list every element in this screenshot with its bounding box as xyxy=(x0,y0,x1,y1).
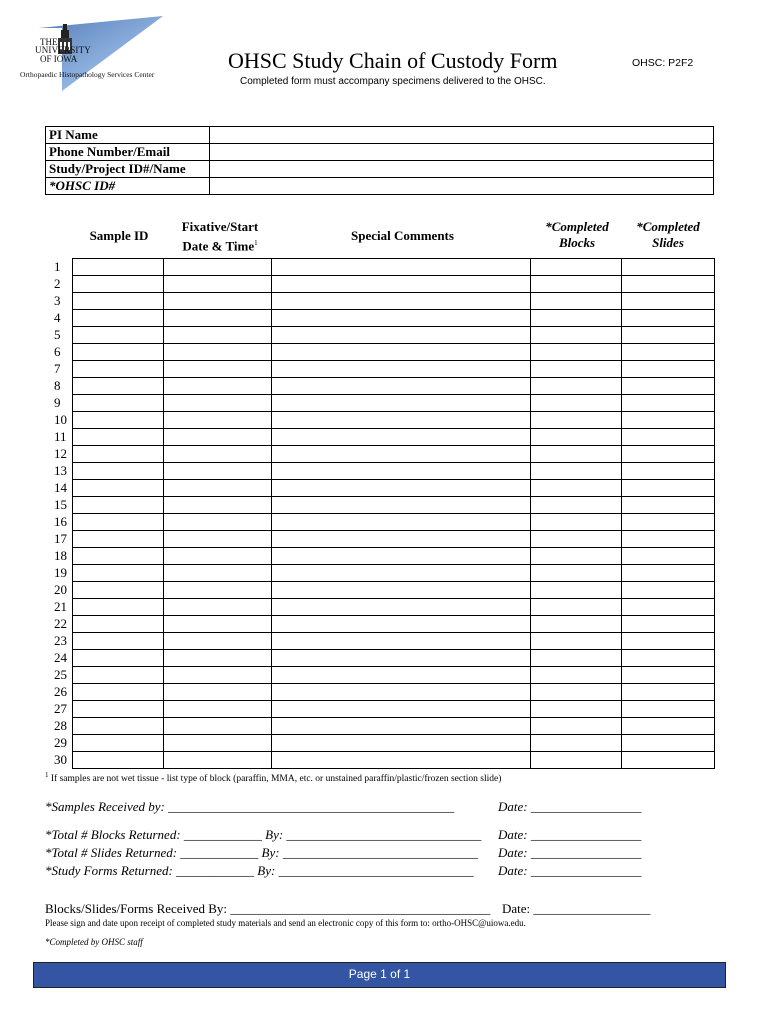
fixative-cell[interactable] xyxy=(163,650,271,667)
row-number: 3 xyxy=(54,293,61,308)
row-number: 18 xyxy=(54,548,67,563)
completed-blocks-cell[interactable] xyxy=(530,259,621,276)
fixative-cell[interactable] xyxy=(163,565,271,582)
completed-blocks-cell[interactable] xyxy=(530,327,621,344)
table-row xyxy=(45,514,714,531)
staff-note: *Completed by OHSC staff xyxy=(45,937,143,947)
table-row xyxy=(45,310,714,327)
completed-slides-cell[interactable] xyxy=(621,667,714,684)
fixative-cell[interactable] xyxy=(163,344,271,361)
sample-id-cell[interactable] xyxy=(72,497,163,514)
blocks-returned-line[interactable]: *Total # Blocks Returned: ____________ By: ______________________________ xyxy=(45,827,482,842)
completed-blocks-cell[interactable] xyxy=(530,446,621,463)
fixative-footnote-marker: 1 xyxy=(254,239,258,247)
fixative-cell[interactable] xyxy=(163,735,271,752)
page-title: OHSC Study Chain of Custody Form xyxy=(228,48,558,73)
special-comments-cell[interactable] xyxy=(271,293,530,310)
sample-id-cell[interactable] xyxy=(72,480,163,497)
completed-blocks-cell[interactable] xyxy=(530,378,621,395)
completed-blocks-cell[interactable] xyxy=(530,548,621,565)
completed-blocks-cell[interactable] xyxy=(530,633,621,650)
fixative-cell[interactable] xyxy=(163,718,271,735)
special-comments-cell[interactable] xyxy=(271,718,530,735)
special-comments-cell[interactable] xyxy=(271,514,530,531)
received-by-date[interactable]: Date: __________________ xyxy=(502,901,651,916)
completed-blocks-cell[interactable] xyxy=(530,582,621,599)
special-comments-cell[interactable] xyxy=(271,480,530,497)
sample-id-cell[interactable] xyxy=(72,684,163,701)
completed-blocks-line2: Blocks xyxy=(558,235,596,250)
special-comments-cell[interactable] xyxy=(271,412,530,429)
row-number: 11 xyxy=(54,429,67,444)
fixative-header-line1: Fixative/Start xyxy=(181,219,259,234)
samples-received-line[interactable]: *Samples Received by: ____________________________________________ xyxy=(45,799,455,814)
sample-id-cell[interactable] xyxy=(72,582,163,599)
completed-slides-cell[interactable] xyxy=(621,497,714,514)
completed-slides-cell[interactable] xyxy=(621,310,714,327)
completed-slides-cell[interactable] xyxy=(621,395,714,412)
completed-slides-cell[interactable] xyxy=(621,276,714,293)
special-comments-cell[interactable] xyxy=(271,497,530,514)
special-comments-cell[interactable] xyxy=(271,633,530,650)
special-comments-cell[interactable] xyxy=(271,446,530,463)
completed-blocks-cell[interactable] xyxy=(530,735,621,752)
special-comments-cell[interactable] xyxy=(271,616,530,633)
completed-blocks-cell[interactable] xyxy=(530,531,621,548)
completed-slides-cell[interactable] xyxy=(621,412,714,429)
sample-id-cell[interactable] xyxy=(72,565,163,582)
table-row xyxy=(45,361,714,378)
table-row xyxy=(45,276,714,293)
special-comments-cell[interactable] xyxy=(271,310,530,327)
special-comments-cell[interactable] xyxy=(271,548,530,565)
table-row xyxy=(45,327,714,344)
fixative-cell[interactable] xyxy=(163,548,271,565)
completed-slides-cell[interactable] xyxy=(621,616,714,633)
table-row xyxy=(45,548,714,565)
row-number: 8 xyxy=(54,378,61,393)
sample-id-cell[interactable] xyxy=(72,395,163,412)
row-number: 1 xyxy=(54,259,61,274)
sample-id-cell[interactable] xyxy=(72,752,163,769)
phone-email-label: Phone Number/Email xyxy=(46,144,210,161)
fixative-cell[interactable] xyxy=(163,463,271,480)
sample-id-cell[interactable] xyxy=(72,667,163,684)
completed-slides-cell[interactable] xyxy=(621,701,714,718)
fixative-cell[interactable] xyxy=(163,701,271,718)
row-number: 10 xyxy=(54,412,67,427)
row-number: 24 xyxy=(54,650,67,665)
row-number: 9 xyxy=(54,395,61,410)
sample-id-cell[interactable] xyxy=(72,548,163,565)
sample-id-cell[interactable] xyxy=(72,514,163,531)
special-comments-cell[interactable] xyxy=(271,565,530,582)
completed-slides-cell[interactable] xyxy=(621,259,714,276)
completed-blocks-cell[interactable] xyxy=(530,310,621,327)
completed-blocks-cell[interactable] xyxy=(530,463,621,480)
row-number: 26 xyxy=(54,684,67,699)
special-comments-header: Special Comments xyxy=(351,228,454,243)
page-subtitle: Completed form must accompany specimens delivered to the OHSC. xyxy=(240,76,546,87)
table-row xyxy=(45,650,714,667)
row-number: 23 xyxy=(54,633,67,648)
table-row xyxy=(45,735,714,752)
fixative-cell[interactable] xyxy=(163,429,271,446)
completed-slides-header xyxy=(622,219,714,251)
table-row xyxy=(45,582,714,599)
completed-slides-cell[interactable] xyxy=(621,446,714,463)
completed-slides-cell[interactable] xyxy=(621,293,714,310)
sample-id-cell[interactable] xyxy=(72,599,163,616)
study-info-table xyxy=(45,126,714,195)
sample-id-header: Sample ID xyxy=(89,228,149,243)
sample-id-cell[interactable] xyxy=(72,616,163,633)
forms-returned-date[interactable]: Date: _________________ xyxy=(498,863,642,878)
special-comments-cell[interactable] xyxy=(271,531,530,548)
table-row xyxy=(45,599,714,616)
row-number: 17 xyxy=(54,531,67,546)
table-row xyxy=(45,531,714,548)
table-row xyxy=(45,446,714,463)
completed-blocks-cell[interactable] xyxy=(530,276,621,293)
fixative-cell[interactable] xyxy=(163,259,271,276)
special-comments-cell[interactable] xyxy=(271,395,530,412)
completed-blocks-cell[interactable] xyxy=(530,395,621,412)
table-row xyxy=(45,497,714,514)
special-comments-cell[interactable] xyxy=(271,735,530,752)
footnote-text: If samples are not wet tissue - list type of block (paraffin, MMA, etc. or unstained paraffin/plastic/frozen section slide) xyxy=(50,774,502,785)
sample-id-cell[interactable] xyxy=(72,259,163,276)
completed-slides-cell[interactable] xyxy=(621,718,714,735)
completed-slides-cell[interactable] xyxy=(621,650,714,667)
table-row xyxy=(45,480,714,497)
row-number: 25 xyxy=(54,667,67,682)
completed-slides-cell[interactable] xyxy=(621,565,714,582)
fixative-cell[interactable] xyxy=(163,293,271,310)
slides-returned-line[interactable]: *Total # Slides Returned: ____________ By: ______________________________ xyxy=(45,845,478,860)
completed-slides-cell[interactable] xyxy=(621,633,714,650)
pi-name-field[interactable] xyxy=(210,127,714,144)
special-comments-cell[interactable] xyxy=(271,752,530,769)
sample-id-cell[interactable] xyxy=(72,446,163,463)
special-comments-cell[interactable] xyxy=(271,429,530,446)
completed-blocks-cell[interactable] xyxy=(530,565,621,582)
sample-id-cell[interactable] xyxy=(72,650,163,667)
completed-blocks-cell[interactable] xyxy=(530,599,621,616)
table-row xyxy=(45,667,714,684)
pi-name-label: PI Name xyxy=(46,127,210,144)
fixative-cell[interactable] xyxy=(163,310,271,327)
completed-slides-cell[interactable] xyxy=(621,344,714,361)
completed-slides-line1: *Completed xyxy=(636,219,700,234)
slides-returned-date[interactable]: Date: _________________ xyxy=(498,845,642,860)
fixative-cell[interactable] xyxy=(163,395,271,412)
table-row xyxy=(45,463,714,480)
footnote-marker: 1 xyxy=(45,771,49,779)
special-comments-cell[interactable] xyxy=(271,361,530,378)
sample-id-cell[interactable] xyxy=(72,293,163,310)
special-comments-cell[interactable] xyxy=(271,667,530,684)
table-row xyxy=(45,429,714,446)
completed-blocks-header xyxy=(530,219,624,251)
sample-id-cell[interactable] xyxy=(72,701,163,718)
table-row xyxy=(45,633,714,650)
completed-blocks-line1: *Completed xyxy=(545,219,609,234)
table-row xyxy=(45,701,714,718)
fixative-cell[interactable] xyxy=(163,497,271,514)
row-number: 6 xyxy=(54,344,61,359)
fixative-cell[interactable] xyxy=(163,412,271,429)
table-row xyxy=(45,718,714,735)
completed-slides-cell[interactable] xyxy=(621,548,714,565)
row-number: 21 xyxy=(54,599,67,614)
fixative-cell[interactable] xyxy=(163,616,271,633)
row-number: 20 xyxy=(54,582,67,597)
row-number: 13 xyxy=(54,463,67,478)
completed-blocks-cell[interactable] xyxy=(530,344,621,361)
row-number: 12 xyxy=(54,446,67,461)
completed-slides-cell[interactable] xyxy=(621,378,714,395)
completed-blocks-cell[interactable] xyxy=(530,497,621,514)
row-number: 19 xyxy=(54,565,67,580)
completed-slides-cell[interactable] xyxy=(621,463,714,480)
sample-id-cell[interactable] xyxy=(72,276,163,293)
page-footer-bar xyxy=(33,962,726,988)
completed-slides-cell[interactable] xyxy=(621,531,714,548)
row-number: 2 xyxy=(54,276,61,291)
completed-blocks-cell[interactable] xyxy=(530,616,621,633)
special-comments-cell[interactable] xyxy=(271,701,530,718)
fixative-header-line2: Date & Time xyxy=(182,238,255,254)
fixative-cell[interactable] xyxy=(163,684,271,701)
special-comments-cell[interactable] xyxy=(271,276,530,293)
sample-id-cell[interactable] xyxy=(72,327,163,344)
completed-blocks-cell[interactable] xyxy=(530,412,621,429)
row-number: 16 xyxy=(54,514,67,529)
table-row xyxy=(45,412,714,429)
fixative-cell[interactable] xyxy=(163,446,271,463)
sample-id-cell[interactable] xyxy=(72,361,163,378)
completed-blocks-cell[interactable] xyxy=(530,718,621,735)
study-project-field[interactable] xyxy=(210,161,714,178)
table-row xyxy=(45,684,714,701)
completed-slides-line2: Slides xyxy=(652,235,684,250)
completed-blocks-cell[interactable] xyxy=(530,429,621,446)
special-comments-cell[interactable] xyxy=(271,378,530,395)
completed-slides-cell[interactable] xyxy=(621,327,714,344)
sample-id-cell[interactable] xyxy=(72,310,163,327)
footnote xyxy=(45,771,501,784)
fixative-cell[interactable] xyxy=(163,361,271,378)
completed-blocks-cell[interactable] xyxy=(530,361,621,378)
fixative-cell[interactable] xyxy=(163,480,271,497)
row-number: 5 xyxy=(54,327,61,342)
forms-returned-line[interactable]: *Study Forms Returned: ____________ By: ______________________________ xyxy=(45,863,474,878)
completed-blocks-cell[interactable] xyxy=(530,667,621,684)
completed-slides-cell[interactable] xyxy=(621,480,714,497)
samples-table xyxy=(45,258,715,769)
logo-text: THE xyxy=(40,37,58,47)
page-number: Page 1 of 1 xyxy=(348,967,411,981)
logo-center-name: Orthopaedic Histopathology Services Center xyxy=(20,70,155,79)
sample-id-cell[interactable] xyxy=(72,531,163,548)
completed-blocks-cell[interactable] xyxy=(530,650,621,667)
received-by-line[interactable]: Blocks/Slides/Forms Received By: ________________________________________ xyxy=(45,901,491,916)
completed-blocks-cell[interactable] xyxy=(530,480,621,497)
fixative-cell[interactable] xyxy=(163,582,271,599)
sample-id-cell[interactable] xyxy=(72,412,163,429)
completed-slides-cell[interactable] xyxy=(621,429,714,446)
row-number: 27 xyxy=(54,701,67,716)
fixative-cell[interactable] xyxy=(163,599,271,616)
row-number: 4 xyxy=(54,310,61,325)
special-comments-cell[interactable] xyxy=(271,259,530,276)
completed-slides-cell[interactable] xyxy=(621,752,714,769)
special-comments-cell[interactable] xyxy=(271,650,530,667)
sample-id-cell[interactable] xyxy=(72,735,163,752)
completed-slides-cell[interactable] xyxy=(621,514,714,531)
completed-slides-cell[interactable] xyxy=(621,599,714,616)
table-row xyxy=(45,616,714,633)
study-project-label: Study/Project ID#/Name xyxy=(46,161,210,178)
completed-blocks-cell[interactable] xyxy=(530,701,621,718)
fixative-cell[interactable] xyxy=(163,378,271,395)
logo-text: UNIVERSITY xyxy=(35,45,91,55)
sample-id-cell[interactable] xyxy=(72,344,163,361)
sample-id-cell[interactable] xyxy=(72,633,163,650)
fixative-cell[interactable] xyxy=(163,633,271,650)
table-row xyxy=(45,395,714,412)
fixative-cell[interactable] xyxy=(163,667,271,684)
completed-blocks-cell[interactable] xyxy=(530,514,621,531)
row-number: 7 xyxy=(54,361,61,376)
row-number: 28 xyxy=(54,718,67,733)
table-row xyxy=(45,293,714,310)
row-number: 14 xyxy=(54,480,67,495)
sample-id-cell[interactable] xyxy=(72,378,163,395)
special-comments-cell[interactable] xyxy=(271,684,530,701)
ohsc-id-field[interactable] xyxy=(210,178,714,195)
samples-received-date[interactable]: Date: _________________ xyxy=(498,799,642,814)
logo-text: OF IOWA xyxy=(40,54,78,64)
special-comments-cell[interactable] xyxy=(271,344,530,361)
fixative-cell[interactable] xyxy=(163,531,271,548)
completed-slides-cell[interactable] xyxy=(621,361,714,378)
row-number: 15 xyxy=(54,497,67,512)
row-number: 29 xyxy=(54,735,67,750)
phone-email-field[interactable] xyxy=(210,144,714,161)
completed-slides-cell[interactable] xyxy=(621,735,714,752)
form-code: OHSC: P2F2 xyxy=(632,57,694,69)
table-row xyxy=(45,565,714,582)
completed-slides-cell[interactable] xyxy=(621,684,714,701)
table-row xyxy=(45,752,714,769)
fixative-header-line2-wrap xyxy=(170,235,270,254)
table-row xyxy=(45,259,714,276)
fixative-cell[interactable] xyxy=(163,752,271,769)
sample-id-cell[interactable] xyxy=(72,718,163,735)
fixative-cell[interactable] xyxy=(163,514,271,531)
completed-blocks-cell[interactable] xyxy=(530,684,621,701)
sample-id-cell[interactable] xyxy=(72,463,163,480)
special-comments-cell[interactable] xyxy=(271,327,530,344)
sample-id-cell[interactable] xyxy=(72,429,163,446)
completed-blocks-cell[interactable] xyxy=(530,752,621,769)
fixative-header xyxy=(170,219,270,254)
row-number: 22 xyxy=(54,616,67,631)
blocks-returned-date[interactable]: Date: _________________ xyxy=(498,827,642,842)
fixative-cell[interactable] xyxy=(163,276,271,293)
instructions-text: Please sign and date upon receipt of completed study materials and send an electronic copy of this form to: ortho-OHSC@uiowa.edu. xyxy=(45,918,526,928)
table-row xyxy=(45,344,714,361)
table-row xyxy=(45,378,714,395)
special-comments-cell[interactable] xyxy=(271,582,530,599)
special-comments-cell[interactable] xyxy=(271,599,530,616)
special-comments-cell[interactable] xyxy=(271,463,530,480)
ohsc-id-label: *OHSC ID# xyxy=(46,178,210,195)
row-number: 30 xyxy=(54,752,67,767)
fixative-cell[interactable] xyxy=(163,327,271,344)
completed-slides-cell[interactable] xyxy=(621,582,714,599)
completed-blocks-cell[interactable] xyxy=(530,293,621,310)
